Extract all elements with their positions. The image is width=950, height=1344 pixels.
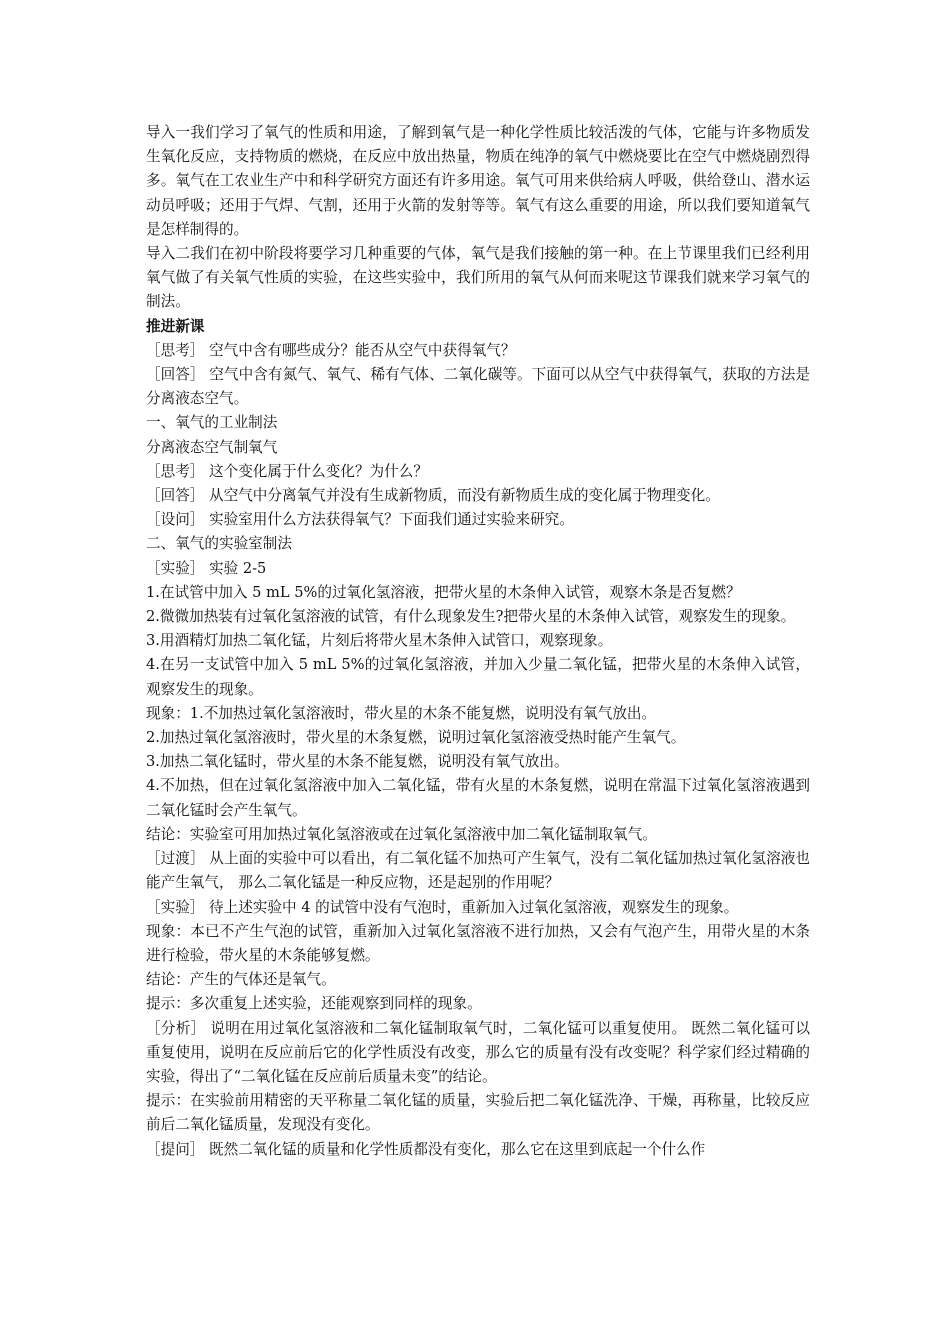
experiment-step-1: 1.在试管中加入 5 mL 5%的过氧化氢溶液，把带火星的木条伸入试管，观察木条是否复燃？	[146, 583, 741, 601]
set-question: ［设问］ 实验室用什么方法获得氧气？下面我们通过实验来研究。	[146, 511, 574, 529]
experiment-2: ［实验］ 待上述实验中 4 的试管中没有气泡时，重新加入过氧化氢溶液，观察发生的现象。	[146, 898, 739, 916]
analysis: ［分析］ 说明在用过氧化氢溶液和二氧化锰制取氧气时，二氧化锰可以重复使用。 既然二氧化锰可以重复使用，说明在反应前后它的化学性质没有改变，那么它的质量有没有改变呢？科学家们经过精确的实验，得出了“二氧化锰在反应前后质量未变”的结论。	[146, 1019, 810, 1085]
experiment-label: ［实验］ 实验 2-5	[146, 559, 267, 577]
think-question-2: ［思考］ 这个变化属于什么变化？为什么？	[146, 462, 428, 480]
question-final: ［提问］ 既然二氧化锰的质量和化学性质都没有变化，那么它在这里到底起一个什么作	[146, 1140, 706, 1158]
hint-2: 提示：在实验前用精密的天平称量二氧化锰的质量，实验后把二氧化锰洗净、干燥，再称量，比较反应前后二氧化锰质量，发现没有变化。	[146, 1092, 810, 1134]
experiment-step-4: 4.在另一支试管中加入 5 mL 5%的过氧化氢溶液，并加入少量二氧化锰，把带火星的木条伸入试管，观察发生的现象。	[146, 656, 810, 698]
phenomenon-3: 3.加热二氧化锰时，带火星的木条不能复燃，说明没有氧气放出。	[146, 753, 569, 771]
phenomenon-5: 现象：本已不产生气泡的试管，重新加入过氧化氢溶液不进行加热，又会有气泡产生，用带火星的木条进行检验，带火星的木条能够复燃。	[146, 922, 810, 964]
conclusion-2: 结论：产生的气体还是氧气。	[146, 971, 336, 989]
phenomenon-1: 现象：1.不加热过氧化氢溶液时，带火星的木条不能复燃，说明没有氧气放出。	[146, 704, 657, 722]
phenomenon-4: 4.不加热，但在过氧化氢溶液中加入二氧化锰，带有火星的木条复燃，说明在常温下过氧化氢溶液遇到二氧化锰时会产生氧气。	[146, 777, 810, 819]
experiment-step-3: 3.用酒精灯加热二氧化锰，片刻后将带火星木条伸入试管口，观察现象。	[146, 632, 613, 650]
section-heading-new-lesson: 推进新课	[146, 317, 205, 335]
answer-1: ［回答］ 空气中含有氮气、氧气、稀有气体、二氧化碳等。下面可以从空气中获得氧气，获取的方法是分离液态空气。	[146, 366, 810, 408]
intro-paragraph-2: 导入二我们在初中阶段将要学习几种重要的气体，氧气是我们接触的第一种。在上节课里我们已经利用氧气做了有关氧气性质的实验，在这些实验中，我们所用的氧气从何而来呢这节课我们就来学习氧气的制法。	[146, 245, 810, 311]
think-question-1: ［思考］ 空气中含有哪些成分？能否从空气中获得氧气？	[146, 341, 516, 359]
phenomenon-2: 2.加热过氧化氢溶液时，带火星的木条复燃，说明过氧化氢溶液受热时能产生氧气。	[146, 729, 686, 747]
intro-paragraph-1: 导入一我们学习了氧气的性质和用途，了解到氧气是一种化学性质比较活泼的气体，它能与许多物质发生氧化反应，支持物质的燃烧，在反应中放出热量，物质在纯净的氧气中燃烧要比在空气中燃烧剧烈得多。氧气在工农业生产中和科学研究方面还有许多用途。氧气可用来供给病人呼吸，供给登山、潜水运动员呼吸；还用于气焊、气割，还用于火箭的发射等等。氧气有这么重要的用途，所以我们要知道氧气是怎样制得的。	[146, 124, 810, 238]
transition: ［过渡］ 从上面的实验中可以看出，有二氧化锰不加热可产生氧气，没有二氧化锰加热过氧化氢溶液也能产生氧气， 那么二氧化锰是一种反应物，还是起别的作用呢？	[146, 850, 810, 892]
document-page	[146, 121, 810, 1162]
subsection-liquid-air: 分离液态空气制氧气	[146, 438, 278, 456]
experiment-step-2: 2.微微加热装有过氧化氢溶液的试管，有什么现象发生?把带火星的木条伸入试管，观察发生的现象。	[146, 608, 796, 626]
section-industrial-method: 一、氧气的工业制法	[146, 414, 278, 432]
conclusion-1: 结论：实验室可用加热过氧化氢溶液或在过氧化氢溶液中加二氧化锰制取氧气。	[146, 825, 657, 843]
answer-2: ［回答］ 从空气中分离氧气并没有生成新物质，而没有新物质生成的变化属于物理变化。	[146, 487, 720, 505]
section-lab-method: 二、氧气的实验室制法	[146, 535, 292, 553]
hint-1: 提示：多次重复上述实验，还能观察到同样的现象。	[146, 995, 482, 1013]
